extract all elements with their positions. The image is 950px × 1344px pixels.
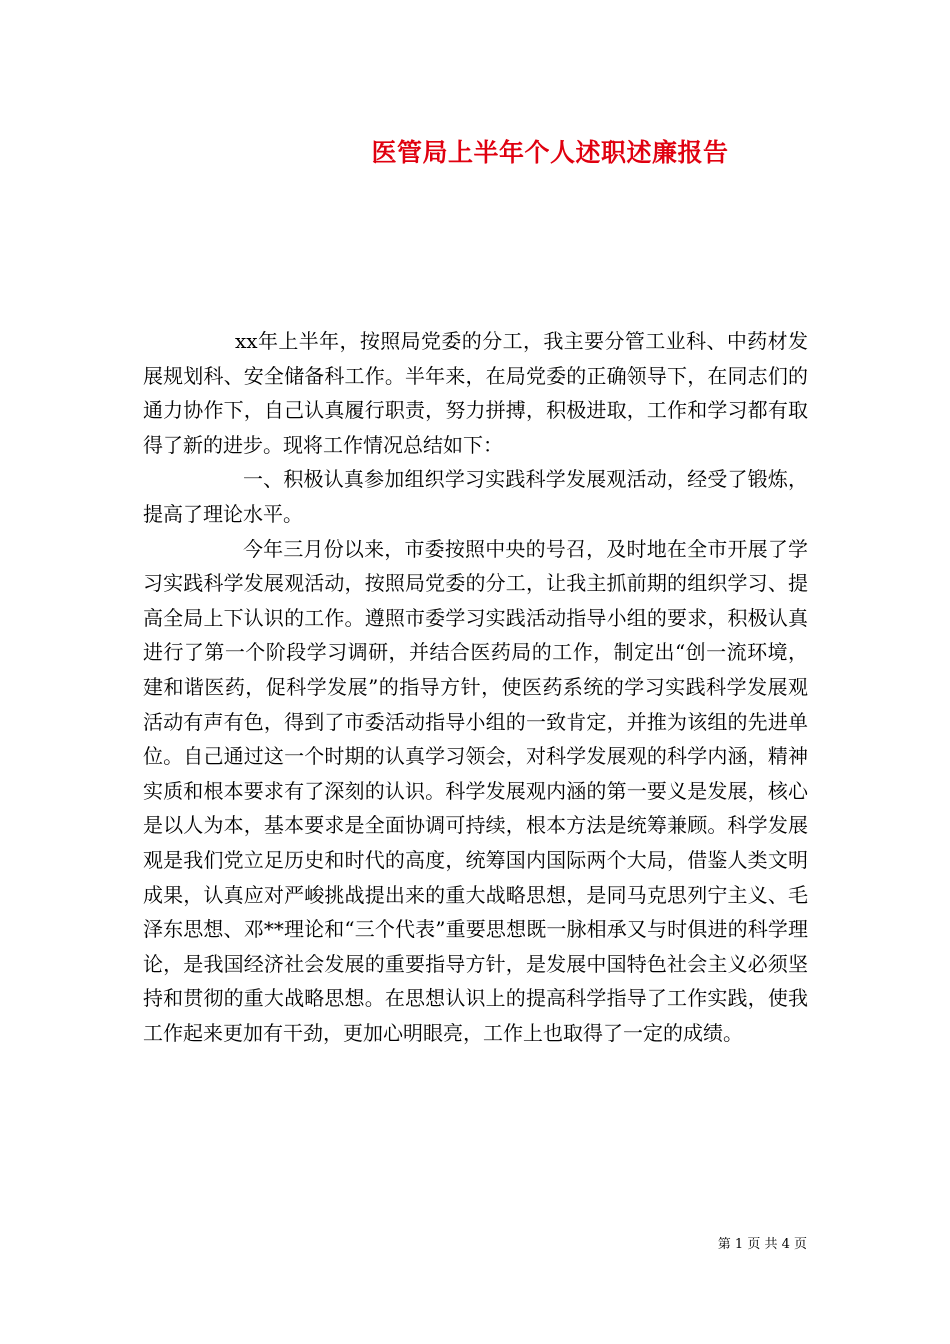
document-title: 医管局上半年个人述职述廉报告 <box>371 138 729 167</box>
page-number: 第 1 页 共 4 页 <box>717 1237 807 1252</box>
document-body <box>143 324 808 1050</box>
paragraph-body: 今年三月份以来，市委按照中央的号召，及时地在全市开展了学习实践科学发展观活动，按照局党委的分工，让我主抓前期的组织学习、提高全局上下认识的工作。遵照市委学习实践活动指导小组的要求，积极认真进行了第一个阶段学习调研，并结合医药局的工作，制定出“创一流环境，建和谐医药，促科学发展”的指导方针，使医药系统的学习实践科学发展观活动有声有色，得到了市委活动指导小组的一致肯定，并推为该组的先进单位。自己通过这一个时期的认真学习领会，对科学发展观的科学内涵，精神实质和根本要求有了深刻的认识。科学发展观内涵的第一要义是发展，核心是以人为本，基本要求是全面协调可持续，根本方法是统筹兼顾。科学发展观是我们党立足历史和时代的高度，统筹国内国际两个大局，借鉴人类文明成果，认真应对严峻挑战提出来的重大战略思想，是同马克思列宁主义、毛泽东思想、邓**理论和“三个代表”重要思想既一脉相承又与时俱进的科学理论，是我国经济社会发展的重要指导方针，是发展中国特色社会主义必须坚持和贯彻的重大战略思想。在思想认识上的提高科学指导了工作实践，使我工作起来更加有干劲，更加心明眼亮，工作上也取得了一定的成绩。 <box>143 536 808 1045</box>
paragraph-intro: xx年上半年，按照局党委的分工，我主要分管工业科、中药材发展规划科、安全储备科工作。半年来，在局党委的正确领导下，在同志们的通力协作下，自己认真履行职责，努力拼搏，积极进取，工作和学习都有取得了新的进步。现将工作情况总结如下： <box>143 329 808 457</box>
paragraph-section-heading: 一、积极认真参加组织学习实践科学发展观活动，经受了锻炼，提高了理论水平。 <box>143 467 808 526</box>
